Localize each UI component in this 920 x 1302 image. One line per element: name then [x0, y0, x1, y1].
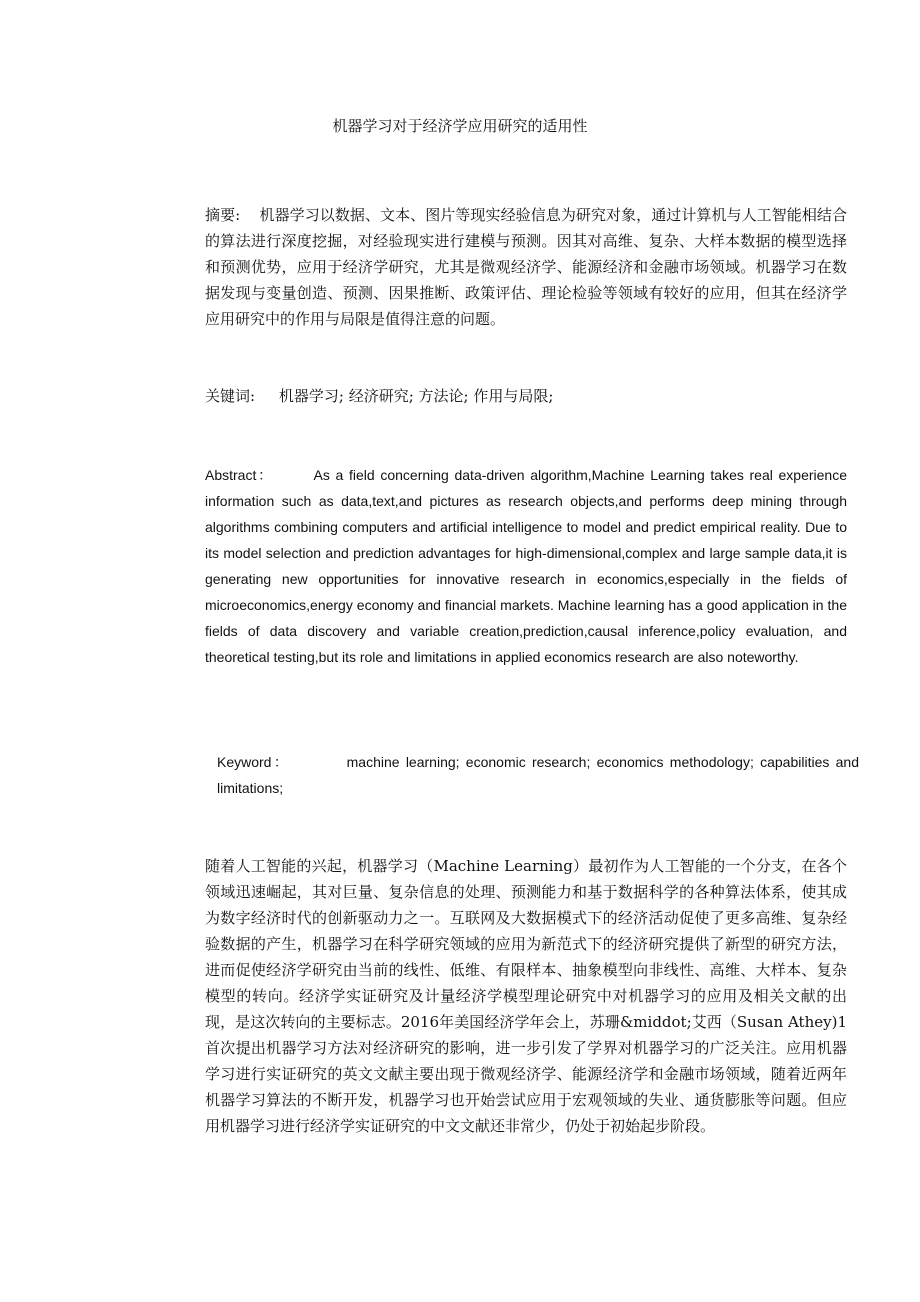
abstract-en-paragraph: [139, 462, 847, 670]
abstract-cn-text: 机器学习以数据、文本、图片等现实经验信息为研究对象，通过计算机与人工智能相结合的算法进行深度挖掘，对经验现实进行建模与预测。因其对高维、复杂、大样本数据的模型选择和预测优势，应用于经济学研究，尤其是微观经济学、能源经济和金融市场领域。机器学习在数据发现与变量创造、预测、因果推断、政策评估、理论检验等领域有较好的应用，但其在经济学应用研究中的作用与局限是值得注意的问题。: [205, 206, 847, 328]
keywords-cn-text: 机器学习; 经济研究; 方法论; 作用与局限;: [278, 387, 554, 405]
keywords-cn-label: 关键词:: [205, 387, 256, 405]
body-paragraph: 随着人工智能的兴起，机器学习（Machine Learning）最初作为人工智能的一个分支，在各个领域迅速崛起，其对巨量、复杂信息的处理、预测能力和基于数据科学的各种算法体系，使其成为数字经济时代的创新驱动力之一。互联网及大数据模式下的经济活动促使了更多高维、复杂经验数据的产生，机器学习在科学研究领域的应用为新范式下的经济研究提供了新型的研究方法，进而促使经济学研究由当前的线性、低维、有限样本、抽象模型向非线性、高维、大样本、复杂模型的转向。经济学实证研究及计量经济学模型理论研究中对机器学习的应用及相关文献的出现，是这次转向的主要标志。2016年美国经济学年会上，苏珊&middot;艾西（Susan Athey)1首次提出机器学习方法对经济研究的影响，进一步引发了学界对机器学习的广泛关注。应用机器学习进行实证研究的英文文献主要出现于微观经济学、能源经济学和金融市场领域，随着近两年机器学习算法的不断开发，机器学习也开始尝试应用于宏观领域的失业、通货膨胀等问题。但应用机器学习进行经济学实证研究的中文文献还非常少，仍处于初始起步阶段。: [205, 857, 847, 1135]
abstract-en-label: Abstract：: [205, 467, 274, 483]
abstract-cn-paragraph: [139, 202, 847, 332]
keywords-en-paragraph: [139, 749, 859, 801]
keywords-en-text: machine learning; economic research; economics methodology; capabilities and limitations;: [217, 754, 859, 796]
abstract-en-text: As a field concerning data-driven algorithm,Machine Learning takes real experience information such as data,text,and pictures as research objects,and performs deep mining through algorithms combining computers and artificial intelligence to model and predict empirical reality. Due to its model selection and prediction advantages for high-dimensional,complex and large sample data,it is generating new opportunities for innovative research in economics,especially in the fields of microeconomics,energy economy and financial markets. Machine learning has a good application in the fields of data discovery and variable creation,prediction,causal inference,policy evaluation, and theoretical testing,but its role and limitations in applied economics research are also noteworthy.: [205, 467, 848, 665]
keywords-cn-paragraph: [139, 383, 847, 409]
abstract-cn-label: 摘要:: [205, 206, 241, 224]
keywords-en-label: Keyword：: [217, 754, 291, 770]
document-title: 机器学习对于经济学应用研究的适用性: [332, 117, 588, 135]
